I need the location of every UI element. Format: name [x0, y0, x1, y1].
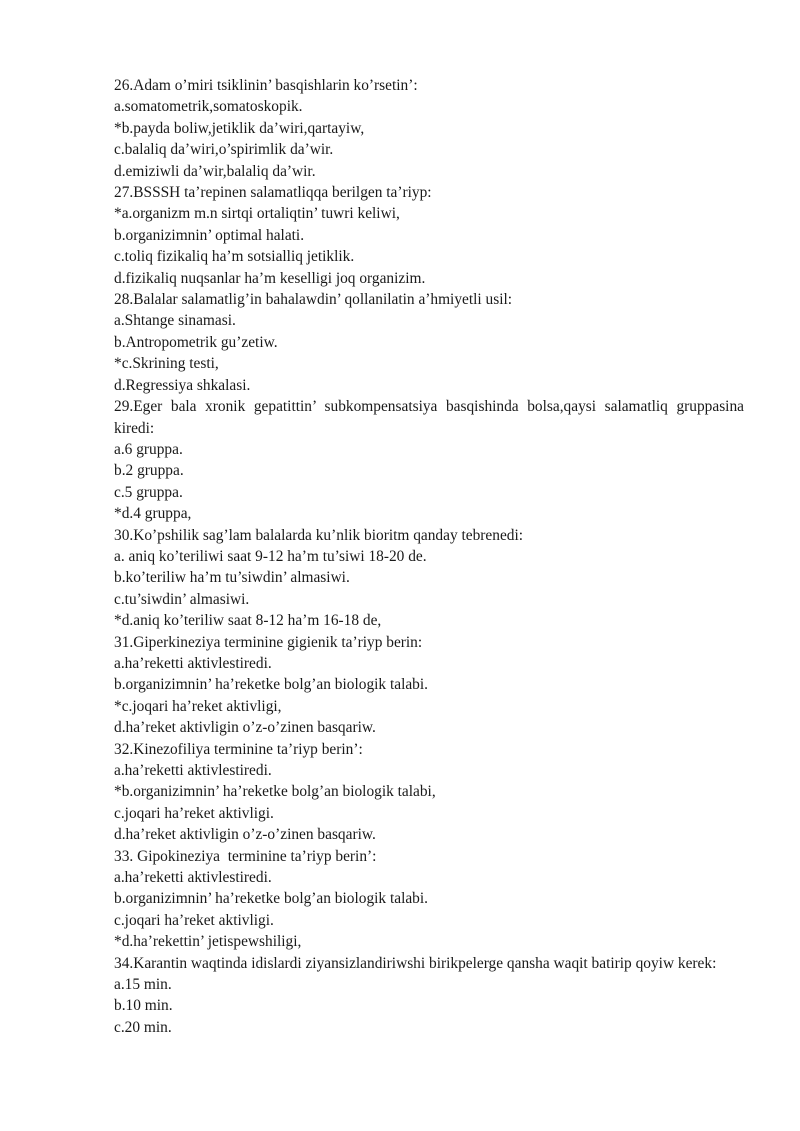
question-34: 34.Karantin waqtinda idislardi ziyansizlandiriwshi birikpelerge qansha waqit batirip qoyiw kerek: — [114, 954, 717, 972]
option-c: c.joqari ha’reket aktivligi. — [114, 911, 274, 929]
option-c: c.balaliq da’wiri,o’spirimlik da’wir. — [114, 141, 334, 159]
option-b: b.organizimnin’ optimal halati. — [114, 226, 305, 244]
option-b: b.organizimnin’ ha’reketke bolg’an biologik talabi. — [114, 890, 428, 908]
option-b-correct: *b.organizimnin’ ha’reketke bolg’an biologik talabi, — [114, 783, 436, 801]
document-body — [114, 75, 748, 1038]
question-27: 27.BSSSH ta’repinen salamatliqqa berilgen ta’riyp: — [114, 184, 432, 202]
option-a: a.ha’reketti aktivlestiredi. — [114, 654, 272, 672]
option-c: c.5 gruppa. — [114, 483, 183, 501]
option-b-correct: *b.payda boliw,jetiklik da’wiri,qartayiw, — [114, 119, 365, 137]
option-c-correct: *c.Skrining testi, — [114, 355, 219, 373]
option-a: a.somatometrik,somatoskopik. — [114, 98, 303, 116]
question-32: 32.Kinezofiliya terminine ta’riyp berin’: — [114, 740, 363, 758]
option-d: d.fizikaliq nuqsanlar ha’m keselligi joq organizim. — [114, 269, 426, 287]
option-a: a.Shtange sinamasi. — [114, 312, 236, 330]
option-d: d.emiziwli da’wir,balaliq da’wir. — [114, 162, 316, 180]
question-26: 26.Adam o’miri tsiklinin’ basqishlarin ko’rsetin’: — [114, 77, 418, 94]
option-a: a.ha’reketti aktivlestiredi. — [114, 869, 272, 887]
question-29: 29.Eger bala xronik gepatittin’ subkompensatsiya basqishinda bolsa,qaysi salamatliq gruppasina kiredi: — [114, 398, 748, 437]
option-c: c.joqari ha’reket aktivligi. — [114, 804, 274, 822]
option-c: c.toliq fizikaliq ha’m sotsialliq jetiklik. — [114, 248, 355, 266]
option-a: a.ha’reketti aktivlestiredi. — [114, 762, 272, 779]
option-d-correct: *d.4 gruppa, — [114, 505, 192, 523]
option-b: b.2 gruppa. — [114, 462, 184, 480]
option-b: b.10 min. — [114, 997, 173, 1015]
option-c-correct: *c.joqari ha’reket aktivligi, — [114, 697, 282, 715]
option-d-correct: *d.aniq ko’teriliw saat 8-12 ha’m 16-18 de, — [114, 612, 382, 630]
option-a: a. aniq ko’teriliwi saat 9-12 ha’m tu’siwi 18-20 de. — [114, 547, 427, 565]
question-30: 30.Ko’pshilik sag’lam balalarda ku’nlik bioritm qanday tebrenedi: — [114, 526, 524, 544]
option-d-correct: *d.ha’rekettin’ jetispewshiligi, — [114, 933, 302, 951]
question-28: 28.Balalar salamatlig’in bahalawdin’ qollanilatin a’hmiyetli usil: — [114, 291, 513, 309]
option-b: b.Antropometrik gu’zetiw. — [114, 333, 278, 351]
question-33: 33. Gipokineziya terminine ta’riyp berin’: — [114, 847, 377, 865]
option-d: d.ha’reket aktivligin o’z-o’zinen basqariw. — [114, 826, 376, 844]
option-b: b.ko’teriliw ha’m tu’siwdin’ almasiwi. — [114, 569, 350, 587]
option-a: a.6 gruppa. — [114, 440, 183, 458]
option-c: c.tu’siwdin’ almasiwi. — [114, 590, 250, 608]
option-a: a.15 min. — [114, 976, 172, 994]
option-c: c.20 min. — [114, 1018, 172, 1036]
option-b: b.organizimnin’ ha’reketke bolg’an biologik talabi. — [114, 676, 428, 694]
option-a-correct: *a.organizm m.n sirtqi ortaliqtin’ tuwri keliwi, — [114, 205, 400, 223]
option-d: d.ha’reket aktivligin o’z-o’zinen basqariw. — [114, 719, 376, 737]
question-31: 31.Giperkineziya terminine gigienik ta’riyp berin: — [114, 633, 423, 651]
option-d: d.Regressiya shkalasi. — [114, 376, 251, 394]
